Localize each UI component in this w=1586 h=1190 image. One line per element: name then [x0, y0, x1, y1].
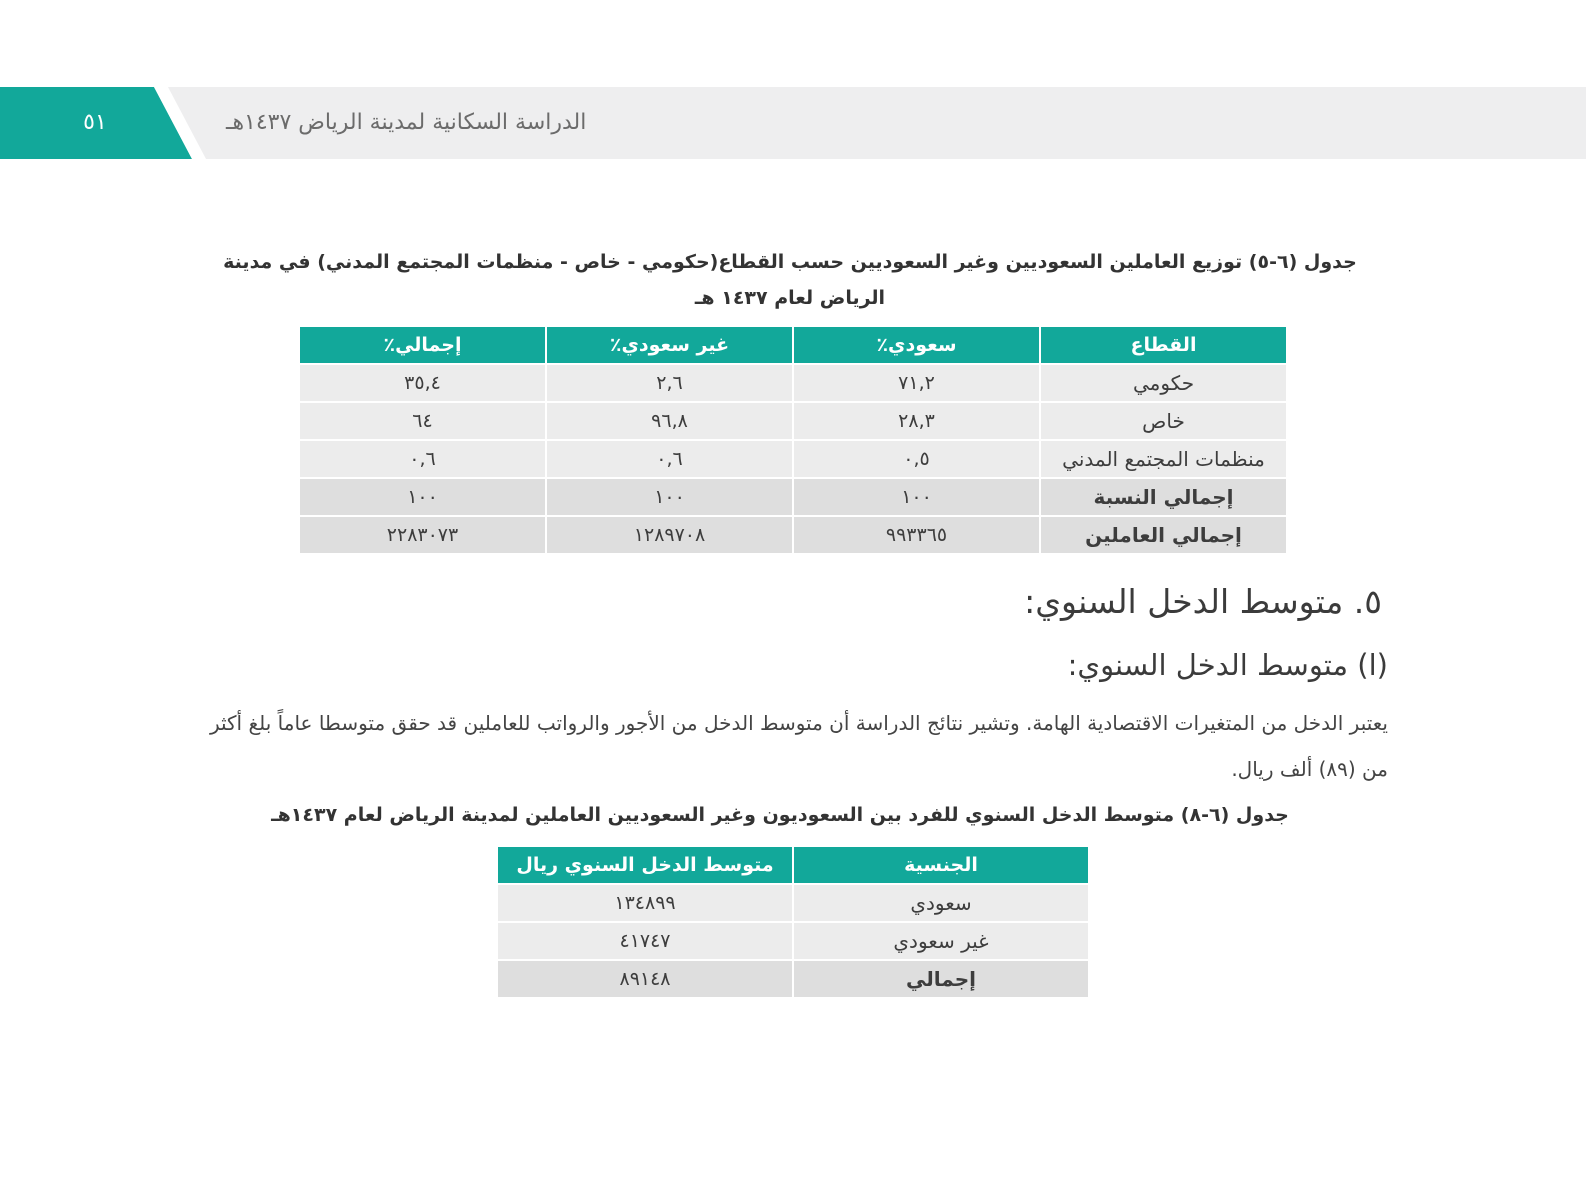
header-title: الدراسة السكانية لمدينة الرياض ١٤٣٧هـ: [226, 110, 587, 135]
table-row: [497, 884, 1089, 922]
nationality-cell: غير سعودي: [793, 922, 1089, 960]
sector-cell: إجمالي النسبة: [1040, 478, 1287, 516]
column-header-saudi: سعودي٪: [793, 326, 1040, 364]
table-row-total: [497, 960, 1089, 998]
table2-caption: جدول (٦-٨) متوسط الدخل السنوي للفرد بين السعوديون وغير السعوديين العاملين لمدينة الرياض لعام ١٤٣٧هـ: [271, 804, 1289, 826]
table-header-row: [299, 326, 1287, 364]
table1-caption: جدول (٦-٥) توزيع العاملين السعوديين وغير السعوديين حسب القطاع(حكومي - خاص - منظمات المجتمع المدني) في مدينة الرياض لعام ١٤٣٧ هـ: [223, 251, 1357, 309]
saudi-cell: ١٠٠: [793, 478, 1040, 516]
sector-cell: خاص: [1040, 402, 1287, 440]
sector-distribution-table: [298, 325, 1288, 555]
table-header-row: [497, 846, 1089, 884]
page-number: ٥١: [83, 110, 107, 135]
total-cell: ٢٢٨٣٠٧٣: [299, 516, 546, 554]
saudi-cell: ٩٩٣٣٦٥: [793, 516, 1040, 554]
table-row-total-workers: [299, 516, 1287, 554]
total-cell: ١٠٠: [299, 478, 546, 516]
section-subheading: (ا) متوسط الدخل السنوي:: [1067, 648, 1388, 682]
section-paragraph: يعتبر الدخل من المتغيرات الاقتصادية الهامة. وتشير نتائج الدراسة أن متوسط الدخل من الأجور والرواتب للعاملين قد حقق متوسطا عاماً بلغ أكثر من (٨٩) ألف ريال.: [209, 711, 1388, 781]
nationality-cell: إجمالي: [793, 960, 1089, 998]
section-heading: ٥. متوسط الدخل السنوي:: [1024, 582, 1382, 621]
non-saudi-cell: ١٠٠: [546, 478, 793, 516]
saudi-cell: ٧١,٢: [793, 364, 1040, 402]
income-cell: ٤١٧٤٧: [497, 922, 793, 960]
table-row: [497, 922, 1089, 960]
sector-cell: منظمات المجتمع المدني: [1040, 440, 1287, 478]
non-saudi-cell: ٠,٦: [546, 440, 793, 478]
column-header-nationality: الجنسية: [793, 846, 1089, 884]
column-header-non-saudi: غير سعودي٪: [546, 326, 793, 364]
column-header-income: متوسط الدخل السنوي ريال: [497, 846, 793, 884]
non-saudi-cell: ١٢٨٩٧٠٨: [546, 516, 793, 554]
nationality-cell: سعودي: [793, 884, 1089, 922]
income-cell: ١٣٤٨٩٩: [497, 884, 793, 922]
income-cell: ٨٩١٤٨: [497, 960, 793, 998]
total-cell: ٦٤: [299, 402, 546, 440]
table-row: [299, 440, 1287, 478]
table-row: [299, 364, 1287, 402]
non-saudi-cell: ٢,٦: [546, 364, 793, 402]
total-cell: ٣٥,٤: [299, 364, 546, 402]
column-header-total: إجمالي٪: [299, 326, 546, 364]
sector-cell: حكومي: [1040, 364, 1287, 402]
total-cell: ٠,٦: [299, 440, 546, 478]
table-row: [299, 402, 1287, 440]
saudi-cell: ٠,٥: [793, 440, 1040, 478]
income-table: [496, 845, 1090, 999]
table-row-total-percent: [299, 478, 1287, 516]
non-saudi-cell: ٩٦,٨: [546, 402, 793, 440]
column-header-sector: القطاع: [1040, 326, 1287, 364]
saudi-cell: ٢٨,٣: [793, 402, 1040, 440]
sector-cell: إجمالي العاملين: [1040, 516, 1287, 554]
